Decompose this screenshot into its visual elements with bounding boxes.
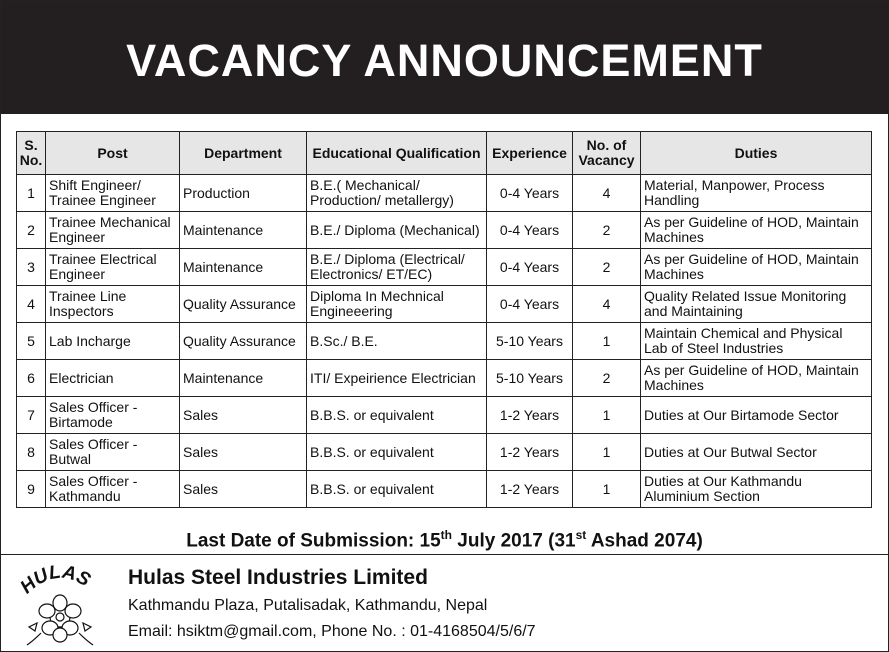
header-vacancy: No. of Vacancy: [573, 132, 641, 175]
company-address: Kathmandu Plaza, Putalisadak, Kathmandu, Nepal: [128, 597, 488, 614]
row-vacancy: 4: [573, 175, 641, 212]
row-sn: 8: [17, 434, 46, 471]
row-sn: 3: [17, 249, 46, 286]
deadline-sup-st: st: [575, 528, 587, 542]
footer-divider: [1, 554, 888, 555]
row-duties: As per Guideline of HOD, Maintain Machines: [641, 212, 872, 249]
row-department: Maintenance: [180, 249, 307, 286]
deadline-prefix: Last Date of Submission: 15: [186, 530, 441, 552]
row-sn: 2: [17, 212, 46, 249]
table-row: [17, 323, 872, 360]
row-department: Maintenance: [180, 212, 307, 249]
submission-deadline: [1, 528, 888, 552]
table-row: [17, 360, 872, 397]
row-qualification: B.B.S. or equivalent: [307, 471, 487, 508]
vacancy-table: [16, 131, 872, 508]
row-experience: 1-2 Years: [487, 397, 573, 434]
row-experience: 5-10 Years: [487, 323, 573, 360]
row-duties: Maintain Chemical and Physical Lab of Steel Industries: [641, 323, 872, 360]
row-qualification: B.B.S. or equivalent: [307, 434, 487, 471]
title-banner: [1, 1, 888, 114]
table-header-row: [17, 132, 872, 175]
deadline-middle: July 2017 (31: [452, 530, 576, 552]
row-experience: 5-10 Years: [487, 360, 573, 397]
row-department: Sales: [180, 397, 307, 434]
table-row: [17, 471, 872, 508]
row-post: Sales Officer - Kathmandu: [46, 471, 180, 508]
row-experience: 0-4 Years: [487, 175, 573, 212]
row-department: Maintenance: [180, 360, 307, 397]
row-qualification: Diploma In Mechnical Engineeering: [307, 286, 487, 323]
table-row: [17, 286, 872, 323]
row-department: Sales: [180, 434, 307, 471]
row-duties: As per Guideline of HOD, Maintain Machines: [641, 360, 872, 397]
row-vacancy: 2: [573, 249, 641, 286]
header-post: Post: [46, 132, 180, 175]
row-qualification: B.E.( Mechanical/ Production/ metallergy): [307, 175, 487, 212]
vacancy-table-container: [16, 131, 871, 508]
row-vacancy: 1: [573, 323, 641, 360]
row-sn: 4: [17, 286, 46, 323]
row-post: Trainee Line Inspectors: [46, 286, 180, 323]
row-post: Trainee Mechanical Engineer: [46, 212, 180, 249]
row-department: Quality Assurance: [180, 323, 307, 360]
row-experience: 0-4 Years: [487, 212, 573, 249]
row-vacancy: 1: [573, 397, 641, 434]
header-qualification: Educational Qualification: [307, 132, 487, 175]
row-department: Sales: [180, 471, 307, 508]
row-post: Sales Officer - Birtamode: [46, 397, 180, 434]
row-post: Lab Incharge: [46, 323, 180, 360]
row-duties: As per Guideline of HOD, Maintain Machines: [641, 249, 872, 286]
row-vacancy: 2: [573, 212, 641, 249]
company-contact: Email: hsiktm@gmail.com, Phone No. : 01-4168504/5/6/7: [128, 623, 536, 640]
row-vacancy: 2: [573, 360, 641, 397]
table-row: [17, 212, 872, 249]
table-row: [17, 434, 872, 471]
row-duties: Duties at Our Butwal Sector: [641, 434, 872, 471]
header-experience: Experience: [487, 132, 573, 175]
row-post: Sales Officer - Butwal: [46, 434, 180, 471]
header-sn: S. No.: [17, 132, 46, 175]
row-experience: 0-4 Years: [487, 249, 573, 286]
row-qualification: B.E./ Diploma (Electrical/ Electronics/ ET/EC): [307, 249, 487, 286]
row-sn: 7: [17, 397, 46, 434]
table-row: [17, 249, 872, 286]
row-sn: 1: [17, 175, 46, 212]
row-sn: 6: [17, 360, 46, 397]
hulas-logo-icon: [15, 561, 105, 647]
company-name: Hulas Steel Industries Limited: [128, 566, 428, 589]
row-post: Shift Engineer/ Trainee Engineer: [46, 175, 180, 212]
row-post: Trainee Electrical Engineer: [46, 249, 180, 286]
row-duties: Quality Related Issue Monitoring and Maintaining: [641, 286, 872, 323]
row-department: Quality Assurance: [180, 286, 307, 323]
row-vacancy: 1: [573, 434, 641, 471]
header-duties: Duties: [641, 132, 872, 175]
deadline-suffix: Ashad 2074): [586, 530, 703, 552]
deadline-sup-th: th: [440, 528, 452, 542]
page-title: VACANCY ANNOUNCEMENT: [126, 34, 763, 86]
row-qualification: B.Sc./ B.E.: [307, 323, 487, 360]
row-duties: Material, Manpower, Process Handling: [641, 175, 872, 212]
row-qualification: B.B.S. or equivalent: [307, 397, 487, 434]
table-row: [17, 175, 872, 212]
row-experience: 1-2 Years: [487, 434, 573, 471]
row-sn: 9: [17, 471, 46, 508]
row-duties: Duties at Our Kathmandu Aluminium Section: [641, 471, 872, 508]
row-vacancy: 1: [573, 471, 641, 508]
row-qualification: B.E./ Diploma (Mechanical): [307, 212, 487, 249]
svg-text:HULAS: HULAS: [16, 561, 94, 599]
row-experience: 0-4 Years: [487, 286, 573, 323]
row-qualification: ITI/ Expeirience Electrician: [307, 360, 487, 397]
header-department: Department: [180, 132, 307, 175]
row-experience: 1-2 Years: [487, 471, 573, 508]
row-post: Electrician: [46, 360, 180, 397]
row-vacancy: 4: [573, 286, 641, 323]
row-sn: 5: [17, 323, 46, 360]
row-duties: Duties at Our Birtamode Sector: [641, 397, 872, 434]
row-department: Production: [180, 175, 307, 212]
table-row: [17, 397, 872, 434]
